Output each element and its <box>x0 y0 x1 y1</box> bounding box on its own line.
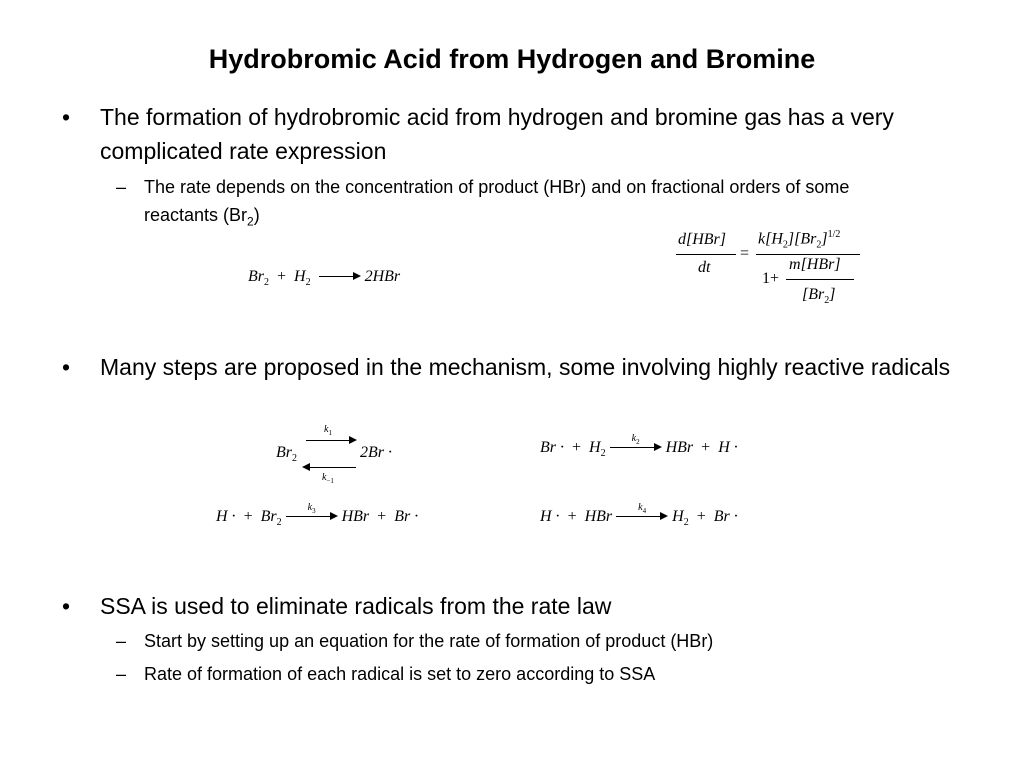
sub-dash: – <box>116 664 127 684</box>
bullet-1-sub-1-text: The rate depends on the concentration of product (HBr) and on fractional orders of some reactants $(Br_2)$ <box>144 177 850 229</box>
bullet-2-text: Many steps are proposed in the mechanism, some involving highly reactive radicals <box>100 354 951 380</box>
forward-arrow-head <box>349 436 357 444</box>
k-forward: $k_1$ <box>324 424 332 437</box>
step4-arrow: $k_4$ <box>616 516 668 518</box>
rate-equals: = <box>740 245 750 262</box>
rate-inner-numerator: m[HBr] <box>789 256 841 273</box>
rate-denominator-one-plus: 1+ <box>762 270 780 287</box>
bullet-dot: • <box>62 354 71 380</box>
step1-right: 2Br · <box>360 444 392 461</box>
step2-arrow: $k_2$ <box>610 447 662 449</box>
mechanism-step-3: H · + $Br_2$ $k_3$ HBr + Br · <box>216 502 419 529</box>
rate-numerator: $k[H_2][Br_2]^{1/2}$ <box>758 229 841 251</box>
step1-left: $Br_2$ <box>276 444 297 465</box>
mechanism-step-2: Br · + $H_2$ $k_2$ HBr + H · <box>540 433 738 460</box>
reaction-arrow <box>319 276 361 278</box>
overall-reaction: $Br_2 + H_2$ 2HBr <box>248 268 401 289</box>
bullet-dot: • <box>62 593 71 619</box>
sub-dash: – <box>116 631 127 651</box>
slide-title: Hydrobromic Acid from Hydrogen and Bromine <box>208 44 816 74</box>
bullet-3-sub-1-text: Start by setting up an equation for the rate of formation of product (HBr) <box>144 631 714 651</box>
rate-lhs-denominator: dt <box>698 259 711 276</box>
bullet-dot: • <box>62 104 71 130</box>
k-reverse: $k_{-1}$ <box>322 472 334 485</box>
sub-dash: – <box>116 177 127 197</box>
reverse-arrow-head <box>302 463 310 471</box>
rate-inner-denominator: $[Br_2]$ <box>802 286 836 307</box>
bullet-3-text: SSA is used to eliminate radicals from the rate law <box>100 593 612 619</box>
bullet-3-sub-2-text: Rate of formation of each radical is set to zero according to SSA <box>144 664 656 684</box>
bullet-1-text: The formation of hydrobromic acid from hydrogen and bromine gas has a very complicated rate expression <box>100 104 894 164</box>
mechanism-step-4: H · + HBr $k_4$ $H_2 + Br$ · <box>540 502 738 529</box>
rate-lhs-numerator: d[HBr] <box>678 231 727 248</box>
step3-arrow: $k_3$ <box>286 516 338 518</box>
